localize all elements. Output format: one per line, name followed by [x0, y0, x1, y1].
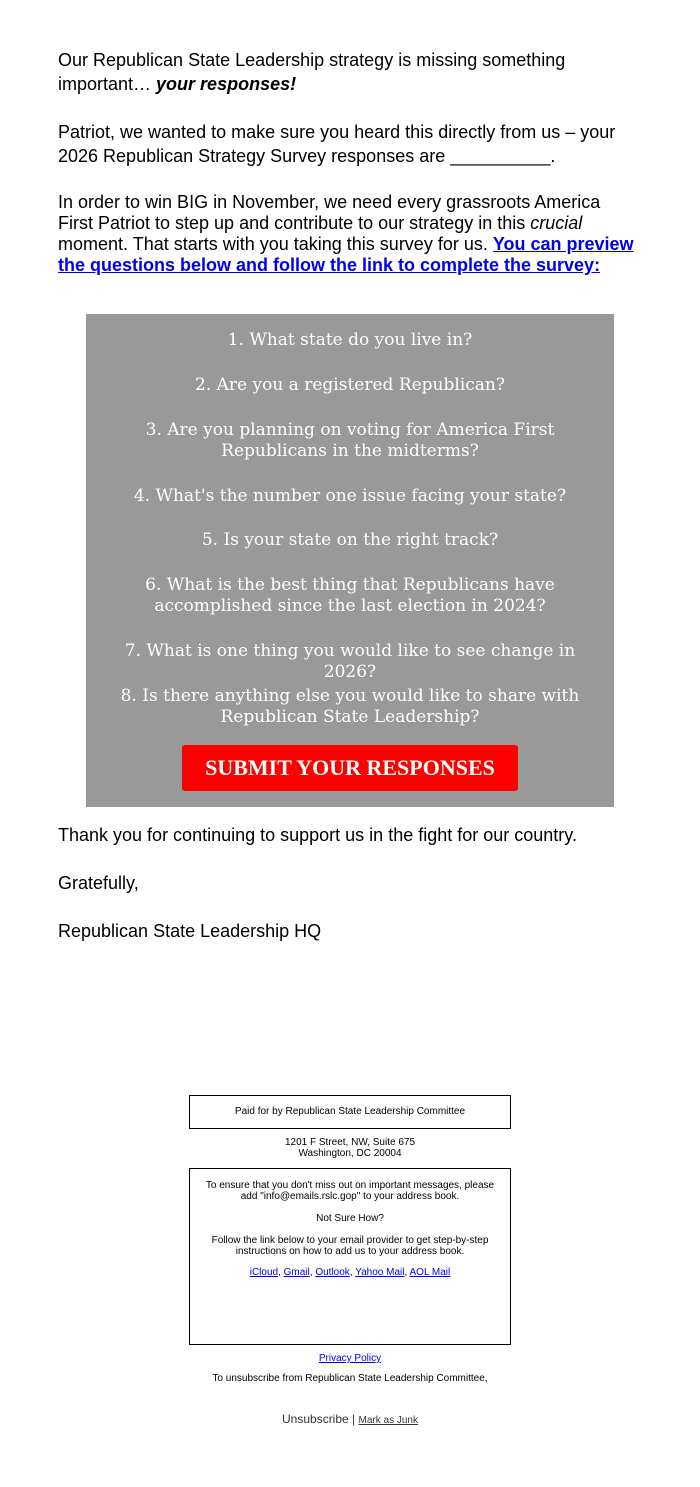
address-line-2: Washington, DC 20004 [298, 1148, 402, 1159]
survey-preview-link[interactable]: You can preview the questions below and follow the link to complete the survey: [58, 234, 634, 275]
privacy-policy-row [189, 1353, 511, 1364]
intro-emphasis: your responses! [156, 74, 297, 94]
separator: | [352, 1412, 356, 1426]
survey-question: 2. Are you a registered Republican? [195, 375, 505, 395]
not-sure-text: Not Sure How? [316, 1213, 384, 1224]
survey-question: 4. What's the number one issue facing your state? [133, 486, 567, 506]
survey-question: 8. Is there anything else you would like to share with Republican State Leadership? [120, 686, 580, 727]
address-book-text: To ensure that you don't miss out on important messages, please add "info@emails.rslc.gop" to your address book. [205, 1180, 495, 1202]
p3-text-a: In order to win BIG in November, we need every grassroots America First Patriot to step up and contribute to our strategy in this [58, 192, 601, 233]
unsubscribe-link[interactable]: Unsubscribe [282, 1412, 349, 1426]
follow-text: Follow the link below to your email provider to get step-by-step instructions on how to add us to your address book. [211, 1235, 489, 1257]
survey-question: 3. Are you planning on voting for America First Republicans in the midterms? [145, 420, 555, 461]
icloud-link[interactable]: iCloud [249, 1267, 279, 1278]
thanks-text: Thank you for continuing to support us in the fight for our country. [58, 825, 577, 845]
mark-as-junk-link[interactable]: Mark as Junk [358, 1415, 418, 1426]
intro-paragraph-3 [58, 192, 638, 276]
survey-question: 6. What is the best thing that Republicans have accomplished since the last election in 2024? [145, 575, 555, 616]
intro-paragraph-1 [58, 48, 638, 96]
address-book-box [189, 1168, 511, 1345]
survey-panel [86, 314, 614, 807]
intro-text: Our Republican State Leadership strategy is missing something important… [58, 50, 566, 94]
survey-question: 5. Is your state on the right track? [201, 530, 499, 550]
p3-emphasis: crucial [530, 213, 583, 233]
outlook-link[interactable]: Outlook [315, 1267, 350, 1278]
signature-text: Republican State Leadership HQ [58, 921, 322, 941]
intro-paragraph-2: Patriot, we wanted to make sure you heard this directly from us – your 2026 Republican Strategy Survey responses are __________. [58, 122, 616, 166]
signoff-text: Gratefully, [58, 873, 139, 893]
submit-responses-button[interactable]: SUBMIT YOUR RESPONSES [182, 745, 518, 791]
yahoo-mail-link[interactable]: Yahoo Mail [355, 1267, 405, 1278]
address-line-1: 1201 F Street, NW, Suite 675 [284, 1137, 416, 1148]
gmail-link[interactable]: Gmail [283, 1267, 310, 1278]
unsubscribe-text: To unsubscribe from Republican State Leadership Committee, [212, 1373, 488, 1384]
survey-question: 1. What state do you live in? [227, 330, 473, 350]
aol-mail-link[interactable]: AOL Mail [409, 1267, 451, 1278]
privacy-policy-link[interactable]: Privacy Policy [318, 1353, 382, 1364]
paid-for-box: Paid for by Republican State Leadership Committee [189, 1095, 511, 1129]
survey-question: 7. What is one thing you would like to see change in 2026? [124, 641, 576, 682]
p3-text-b: moment. That starts with you taking this survey for us. [58, 234, 493, 254]
provider-links: iCloud, Gmail, Outlook, Yahoo Mail, AOL Mail [249, 1267, 451, 1278]
unsubscribe-row [189, 1412, 511, 1426]
